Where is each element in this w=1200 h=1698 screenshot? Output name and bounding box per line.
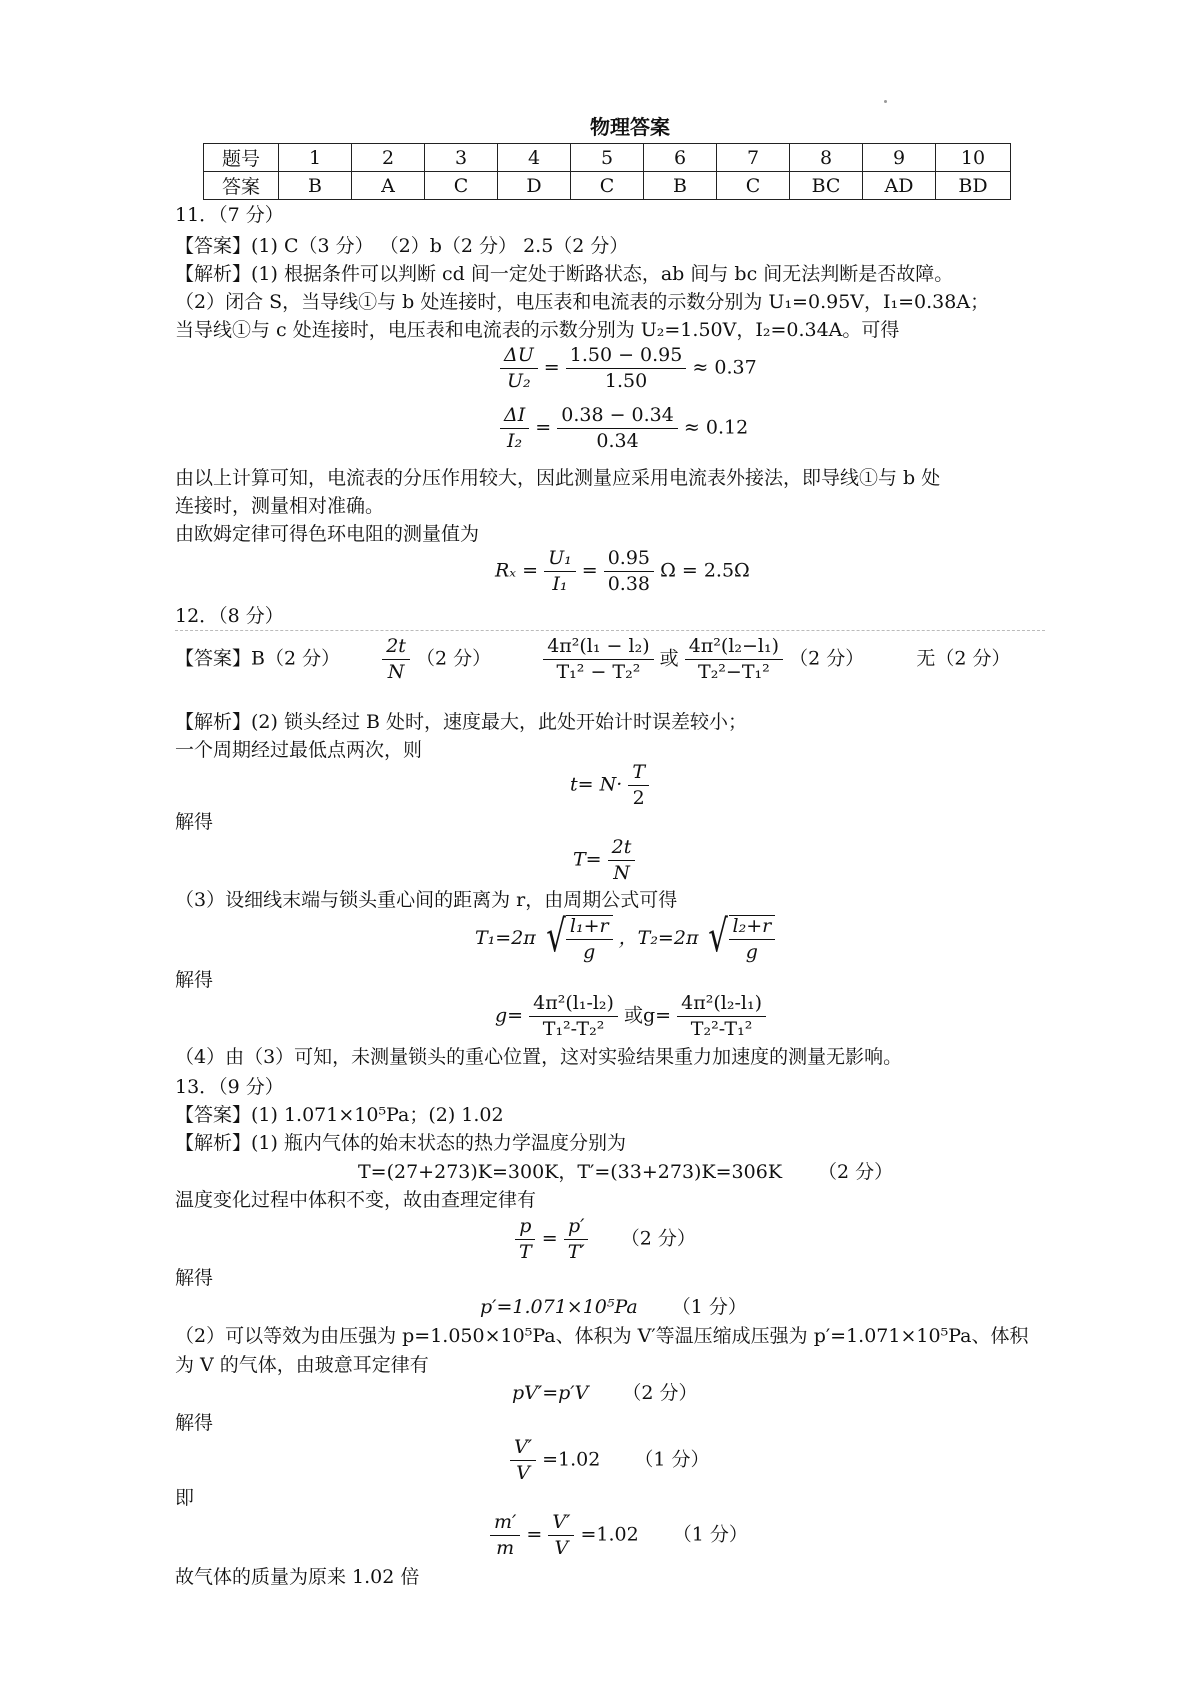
q12-eq-g: g= $\frac{\text{4π²(l₁-l₂)}}{\text{T₁²-T₂²}}$ 或g= $\frac{\text{4π²(l₂-l₁)}}{\text{T₂²-T₁²}}$ [495,993,766,1040]
scan-dot [884,100,887,103]
q12-analysis-2: 一个周期经过最低点两次，则 [175,739,423,761]
q11-header: 11．（7 分） [175,204,284,226]
q13-jiede-1: 解得 [175,1267,214,1289]
page-title: 物理答案 [590,115,670,139]
q13-final: 故气体的质量为原来 1.02 倍 [175,1566,420,1588]
q11-eq-voltage: $\frac{\Delta U}{\text{U₂}}$ = $\frac{1.50 - 0.95}{1.50}$ ≈ 0.37 [500,345,757,392]
q13-jiede-2: 解得 [175,1412,214,1434]
table-row-answers [204,172,1011,200]
table-cell: 6 [644,144,717,172]
q11-eq-current: $\frac{\Delta I}{\text{I₂}}$ = $\frac{0.38 - 0.34}{0.34}$ ≈ 0.12 [500,405,748,452]
table-cell: 2 [352,144,425,172]
q12-eq-t: t= N· $\frac{T}{2}$ [570,762,649,809]
q11-analysis-2: （2）闭合 S，当导线①与 b 处连接时，电压表和电流表的示数分别为 U₁=0.95V，I₁=0.38A； [175,291,990,313]
q13-eq-mass: $\frac{m'}{m}$ = $\frac{V'}{V}$ =1.02 （1 分） [490,1512,748,1559]
q11-analysis-1: 【解析】(1) 根据条件可以判断 cd 间一定处于断路状态，ab 间与 bc 间无法判断是否故障。 [175,263,954,285]
table-cell: 9 [863,144,936,172]
table-cell: BC [790,172,863,200]
table-cell: B [644,172,717,200]
table-cell: 4 [498,144,571,172]
q13-analysis-1: 【解析】(1) 瓶内气体的始末状态的热力学温度分别为 [175,1132,626,1154]
table-cell: D [498,172,571,200]
q13-eq-volume: $\frac{V'}{V}$ =1.02 （1 分） [510,1437,709,1484]
q13-text-2: （2）可以等效为由压强为 p=1.050×10⁵Pa、体积为 V′等温压缩成压强为 p′=1.071×10⁵Pa、体积 [175,1325,1029,1347]
table-cell: AD [863,172,936,200]
table-cell: A [352,172,425,200]
q13-text-1: 温度变化过程中体积不变，故由查理定律有 [175,1189,537,1211]
table-cell: C [571,172,644,200]
q12-analysis-1: 【解析】(2) 锁头经过 B 处时，速度最大，此处开始计时误差较小； [175,711,747,733]
table-cell: C [425,172,498,200]
table-row-label: 答案 [204,172,279,200]
q13-eq-boyle: pV′=p′V （2 分） [512,1382,698,1404]
divider [175,630,1045,631]
q13-eq-charles: $\frac{p}{T}$ = $\frac{p'}{T'}$ （2 分） [515,1216,696,1263]
q13-ji: 即 [175,1487,195,1509]
q11-answer: 【答案】(1) C（3 分） （2）b（2 分） 2.5（2 分） [175,235,629,257]
q12-eq-periods: T₁=2π √ $\frac{\text{l₁+r}}{g}$ ，T₂=2π √ $\frac{\text{l₂+r}}{g}$ [475,915,775,963]
table-cell: 7 [717,144,790,172]
q13-eq-temp: T=(27+273)K=300K，T′=(33+273)K=306K （2 分） [358,1161,894,1183]
q12-eq-T: T= $\frac{2t}{N}$ [573,837,635,884]
table-cell: B [279,172,352,200]
q12-jiede-2: 解得 [175,969,214,991]
q12-analysis-3: （3）设细线末端与锁头重心间的距离为 r，由周期公式可得 [175,889,678,911]
q12-analysis-4: （4）由（3）可知，未测量锁头的重心位置，这对实验结果重力加速度的测量无影响。 [175,1046,903,1068]
table-cell: 5 [571,144,644,172]
q11-conclusion-1: 由以上计算可知，电流表的分压作用较大，因此测量应采用电流表外接法，即导线①与 b 处 [175,467,941,489]
q13-eq-p: p′=1.071×10⁵Pa （1 分） [480,1296,747,1318]
q13-text-3: 为 V 的气体，由玻意耳定律有 [175,1354,429,1376]
q11-conclusion-2: 连接时，测量相对准确。 [175,495,385,517]
answer-table [203,143,1011,200]
table-cell: BD [936,172,1011,200]
q13-answer: 【答案】(1) 1.071×10⁵Pa；(2) 1.02 [175,1104,504,1126]
table-row-label: 题号 [204,144,279,172]
table-cell: 3 [425,144,498,172]
q11-ohm-intro: 由欧姆定律可得色环电阻的测量值为 [175,523,480,545]
table-cell: 8 [790,144,863,172]
q13-header: 13．（9 分） [175,1076,284,1098]
table-cell: C [717,172,790,200]
q12-jiede-1: 解得 [175,811,214,833]
table-row-numbers [204,144,1011,172]
q11-analysis-3: 当导线①与 c 处连接时，电压表和电流表的示数分别为 U₂=1.50V，I₂=0.34A。可得 [175,319,900,341]
table-cell: 10 [936,144,1011,172]
q12-header: 12．（8 分） [175,605,284,627]
q12-answer: 【答案】B（2 分） $\frac{2t}{N}$ （2 分） $\frac{\text{4π²(l₁ − l₂)}}{\text{T₁² − T₂²}}$ 或 $\frac{\text{4π²(l₂−l₁)}}{\text{T₂²−T₁²}}$ （2 分） 无（2 分） [175,635,1011,683]
table-cell: 1 [279,144,352,172]
q11-eq-resistance: Rₓ = $\frac{\text{U₁}}{\text{I₁}}$ = $\frac{0.95}{0.38}$ Ω = 2.5Ω [495,547,750,595]
